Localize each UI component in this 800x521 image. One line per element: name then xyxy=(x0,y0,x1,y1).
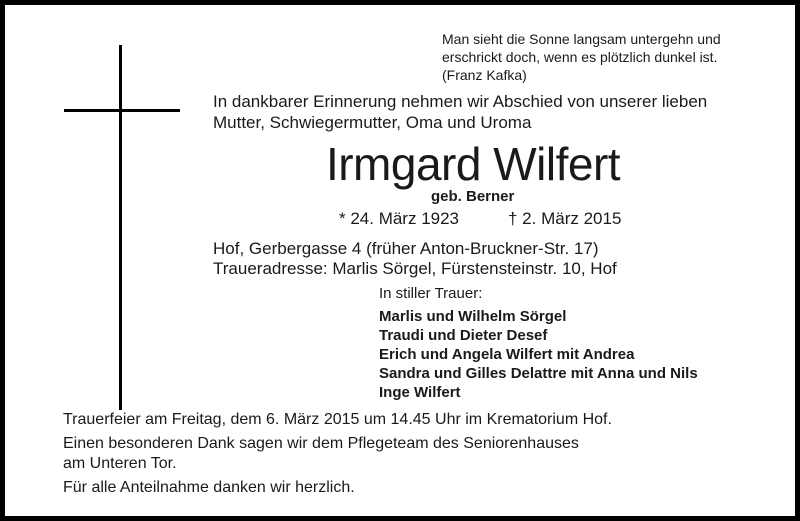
quote-author: (Franz Kafka) xyxy=(442,67,527,83)
funeral-info: Trauerfeier am Freitag, dem 6. März 2015 um 14.45 Uhr im Krematorium Hof. xyxy=(63,411,612,428)
birth-date: * 24. März 1923 xyxy=(339,209,460,228)
mourning-title: In stiller Trauer: xyxy=(379,285,483,302)
mourner-item: Traudi und Dieter Desef xyxy=(379,327,548,344)
mourner-item: Marlis und Wilhelm Sörgel xyxy=(379,308,567,325)
intro-text xyxy=(213,91,707,133)
final-thanks: Für alle Anteilnahme danken wir herzlich. xyxy=(63,479,355,496)
quote-line: Man sieht die Sonne langsam untergehn und xyxy=(442,31,721,47)
mourner-item: Sandra und Gilles Delattre mit Anna und Nils xyxy=(379,365,698,382)
cross-horizontal-bar xyxy=(64,109,180,112)
mourning-address: Traueradresse: Marlis Sörgel, Fürstensteinstr. 10, Hof xyxy=(213,259,617,278)
intro-line: In dankbarer Erinnerung nehmen wir Abschied von unserer lieben xyxy=(213,92,708,111)
maiden-name: geb. Berner xyxy=(431,188,515,205)
mourner-item: Inge Wilfert xyxy=(379,384,461,401)
thanks-line: am Unteren Tor. xyxy=(63,455,177,472)
home-address: Hof, Gerbergasse 4 (früher Anton-Bruckner-Str. 17) xyxy=(213,239,599,258)
thanks-line: Einen besonderen Dank sagen wir dem Pflegeteam des Seniorenhauses xyxy=(63,435,579,452)
cross-vertical-bar xyxy=(119,45,122,410)
address-block xyxy=(213,239,617,279)
kafka-quote xyxy=(442,30,792,84)
quote-line: erschrickt doch, wenn es plötzlich dunkel ist. xyxy=(442,49,718,65)
death-date: † 2. März 2015 xyxy=(508,209,622,228)
mourners-list xyxy=(379,307,698,402)
mourner-item: Erich und Angela Wilfert mit Andrea xyxy=(379,346,635,363)
closing-text xyxy=(63,410,612,498)
deceased-name: Irmgard Wilfert xyxy=(325,138,621,190)
intro-line: Mutter, Schwiegermutter, Oma und Uroma xyxy=(213,113,532,132)
